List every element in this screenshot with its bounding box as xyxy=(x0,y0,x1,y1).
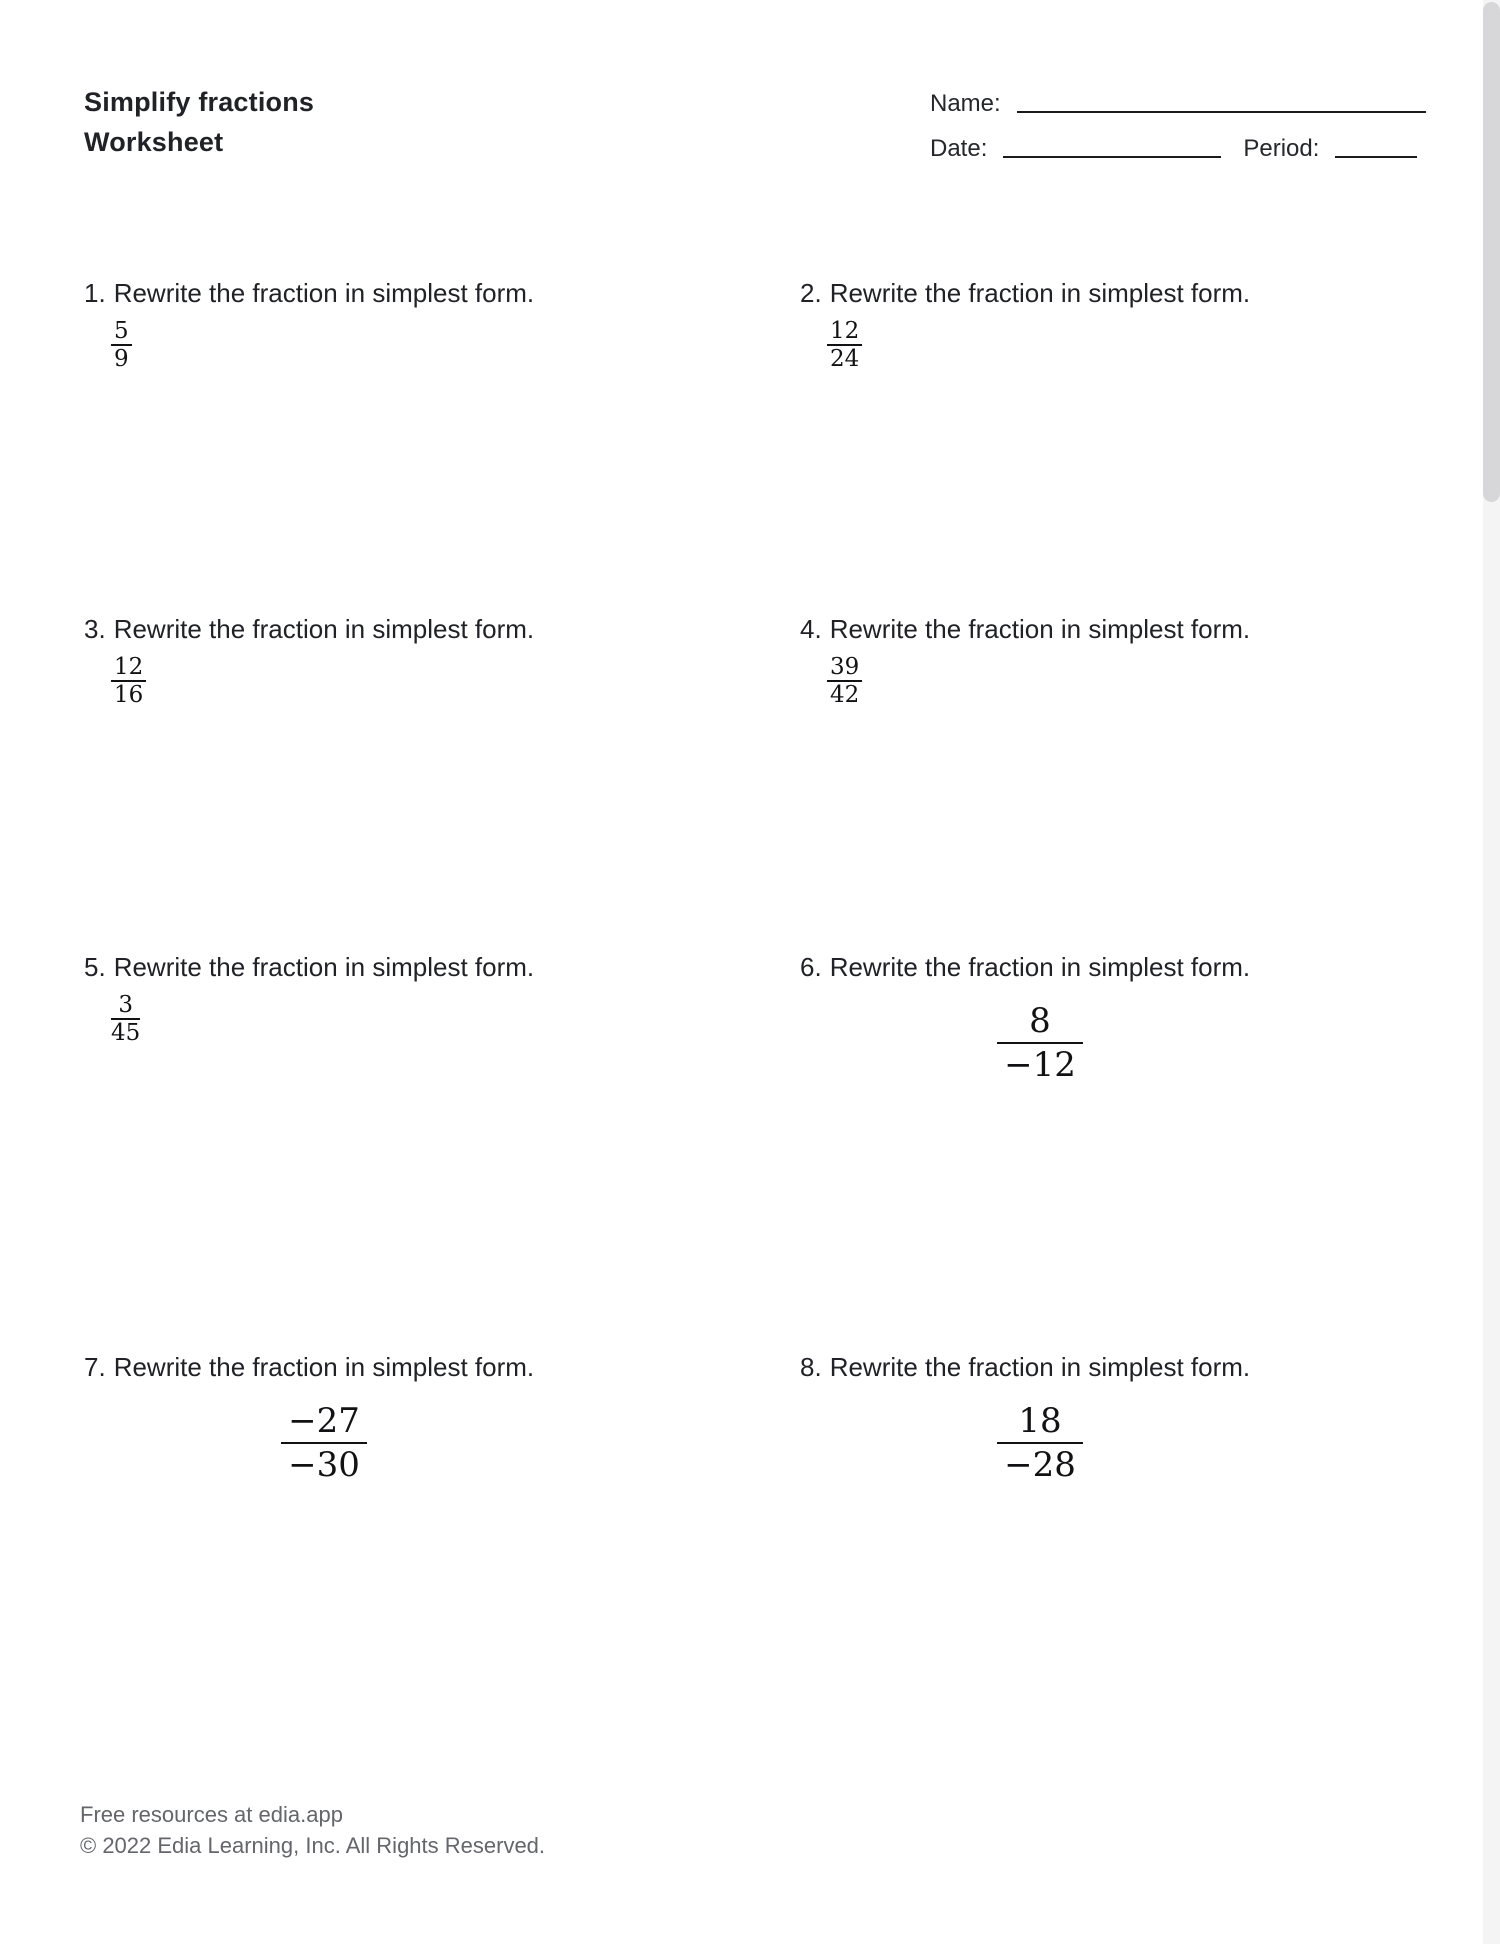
student-fields xyxy=(930,90,1426,163)
problem-item-3 xyxy=(84,612,744,707)
problem-text: Rewrite the fraction in simplest form. xyxy=(113,1352,535,1382)
scrollbar-thumb[interactable] xyxy=(1483,2,1500,502)
fraction-numerator: 12 xyxy=(827,319,862,346)
fraction-denominator: 16 xyxy=(114,682,144,708)
problem-number: 2. xyxy=(800,278,822,308)
problem-number: 6. xyxy=(800,952,822,982)
problem-prompt xyxy=(800,1350,1460,1384)
period-blank-line xyxy=(1335,144,1417,158)
problem-text: Rewrite the fraction in simplest form. xyxy=(113,278,535,308)
problem-prompt xyxy=(84,612,744,646)
name-blank-line xyxy=(1017,99,1426,113)
problem-text: Rewrite the fraction in simplest form. xyxy=(113,614,535,644)
problem-item-6 xyxy=(800,950,1460,1085)
problem-item-8 xyxy=(800,1350,1460,1485)
problem-text: Rewrite the fraction in simplest form. xyxy=(829,278,1251,308)
fraction xyxy=(827,319,1460,371)
problem-number: 8. xyxy=(800,1352,822,1382)
problem-number: 3. xyxy=(84,614,106,644)
problem-number: 5. xyxy=(84,952,106,982)
fraction xyxy=(800,1001,1280,1085)
problem-prompt xyxy=(84,1350,744,1384)
problem-prompt xyxy=(800,612,1460,646)
page-title xyxy=(84,82,314,162)
fraction-denominator: 24 xyxy=(830,346,860,372)
problem-text: Rewrite the fraction in simplest form. xyxy=(829,1352,1251,1382)
fraction-denominator: 42 xyxy=(830,682,860,708)
date-blank-line xyxy=(1003,144,1221,158)
problem-text: Rewrite the fraction in simplest form. xyxy=(113,952,535,982)
problem-prompt xyxy=(84,950,744,984)
problem-number: 4. xyxy=(800,614,822,644)
problem-prompt xyxy=(800,950,1460,984)
fraction xyxy=(111,655,744,707)
fraction-denominator: −30 xyxy=(288,1445,360,1485)
fraction-denominator: −28 xyxy=(1004,1445,1076,1485)
fraction xyxy=(800,1401,1280,1485)
date-period-field-row xyxy=(930,135,1426,163)
fraction-numerator: 5 xyxy=(111,319,132,346)
problem-number: 7. xyxy=(84,1352,106,1382)
period-label: Period: xyxy=(1243,135,1320,162)
footer-copyright-text: © 2022 Edia Learning, Inc. All Rights Reserved. xyxy=(80,1833,546,1858)
fraction xyxy=(111,319,744,371)
fraction-numerator: 3 xyxy=(111,993,140,1020)
fraction-numerator: 12 xyxy=(111,655,146,682)
page-title-line-1: Simplify fractions xyxy=(84,87,315,117)
fraction-numerator: 39 xyxy=(827,655,862,682)
problem-number: 1. xyxy=(84,278,106,308)
fraction-denominator: 45 xyxy=(111,1020,141,1046)
name-label: Name: xyxy=(930,90,1001,117)
fraction xyxy=(84,1401,564,1485)
fraction-numerator: −27 xyxy=(281,1404,367,1444)
date-label: Date: xyxy=(930,135,988,162)
fraction xyxy=(827,655,1460,707)
problem-item-1 xyxy=(84,276,744,371)
problem-item-2 xyxy=(800,276,1460,371)
problem-text: Rewrite the fraction in simplest form. xyxy=(829,614,1251,644)
scrollbar-track[interactable] xyxy=(1483,0,1500,1944)
fraction-numerator: 18 xyxy=(997,1404,1083,1444)
page-title-line-2: Worksheet xyxy=(84,127,224,157)
problem-prompt xyxy=(84,276,744,310)
fraction xyxy=(111,993,744,1045)
problem-item-4 xyxy=(800,612,1460,707)
fraction-denominator: −12 xyxy=(1004,1045,1076,1085)
problem-prompt xyxy=(800,276,1460,310)
name-field-row xyxy=(930,90,1426,118)
fraction-numerator: 8 xyxy=(997,1004,1083,1044)
page-footer xyxy=(80,1799,545,1861)
problem-item-7 xyxy=(84,1350,744,1485)
fraction-denominator: 9 xyxy=(114,346,129,372)
problem-text: Rewrite the fraction in simplest form. xyxy=(829,952,1251,982)
problem-item-5 xyxy=(84,950,744,1045)
footer-resources-text: Free resources at edia.app xyxy=(80,1802,343,1827)
